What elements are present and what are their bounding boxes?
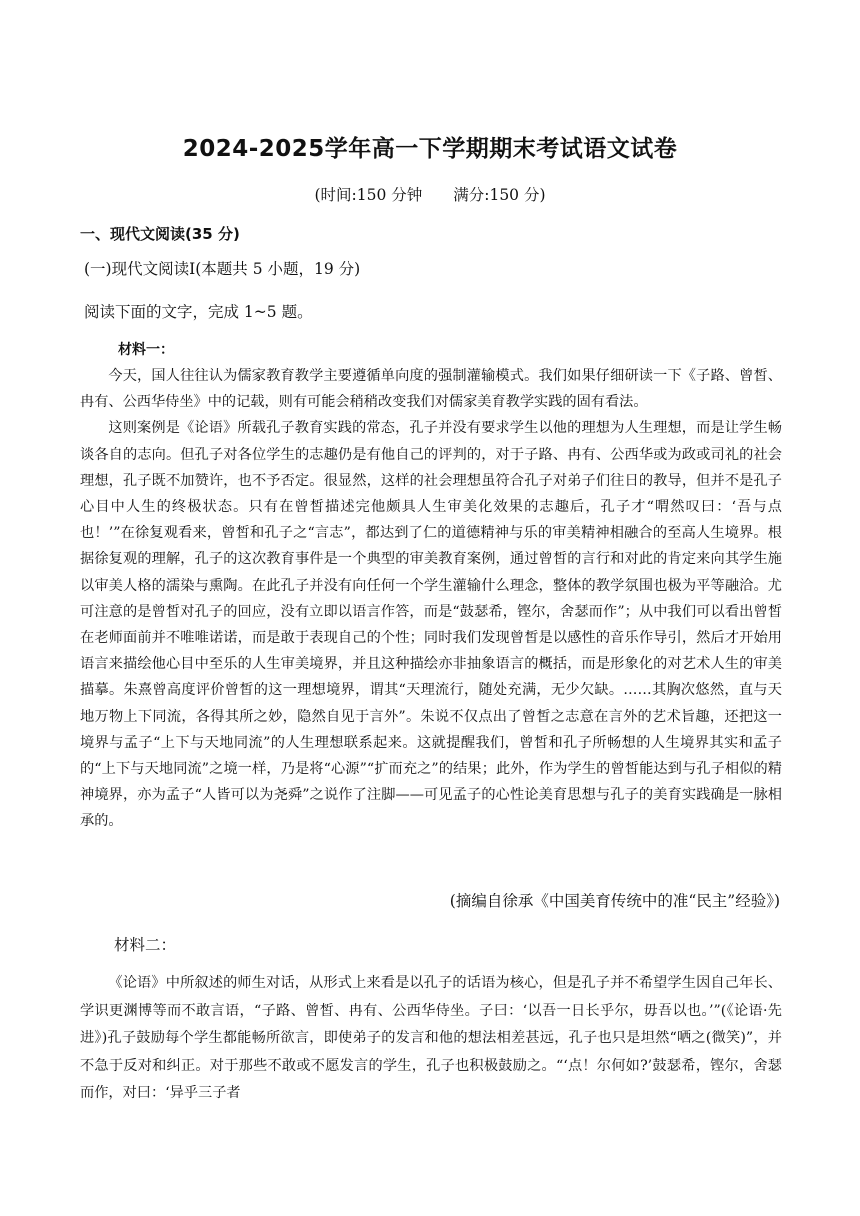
material-one-source: (摘编自徐承《中国美育传统中的准“民主”经验》): [449, 892, 780, 910]
material-one-text: [80, 363, 782, 835]
reading-instruction: 阅读下面的文字，完成 1~5 题。: [84, 303, 313, 321]
material-two-label: 材料二：: [114, 936, 177, 954]
subsection-heading: (一)现代文阅读Ⅰ(本题共 5 小题，19 分): [84, 260, 361, 278]
material-one-paragraph: 今天，国人往往认为儒家教育教学主要遵循单向度的强制灌输模式。我们如果仔细研读一下《子路、曾皙、冉有、公西华侍坐》中的记载，则有可能会稍稍改变我们对儒家美育教学实践的固有看法。: [80, 368, 782, 411]
material-two-text: [80, 970, 782, 1108]
material-one-paragraph: 这则案例是《论语》所载孔子教育实践的常态，孔子并没有要求学生以他的理想为人生理想，而是让学生畅谈各自的志向。但孔子对各位学生的志趣仍是有他自己的评判的，对于子路、冉有、公西华或为政或司礼的社会理想，孔子既不加赞许，也不予否定。很显然，这样的社会理想虽符合孔子对弟子们往日的教导，但并不是孔子心目中人生的终极状态。只有在曾皙描述完他颇具人生审美化效果的志趣后，孔子才“喟然叹曰：‘吾与点也！’”在徐复观看来，曾皙和孔子之“言志”，都达到了仁的道德精神与乐的审美精神相融合的至高人生境界。根据徐复观的理解，孔子的这次教育事件是一个典型的审美教育案例，通过曾皙的言行和对此的肯定来向其学生施以审美人格的濡染与熏陶。在此孔子并没有向任何一个学生灌输什么理念，整体的教学氛围也极为平等融洽。尤可注意的是曾皙对孔子的回应，没有立即以语言作答，而是“鼓瑟希，铿尔，舍瑟而作”；从中我们可以看出曾皙在老师面前并不唯唯诺诺，而是敢于表现自己的个性；同时我们发现曾皙是以感性的音乐作导引，然后才开始用语言来描绘他心目中至乐的人生审美境界，并且这种描绘亦非抽象语言的概括，而是形象化的对艺术人生的审美描摹。朱熹曾高度评价曾皙的这一理想境界，谓其“天理流行，随处充满，无少欠缺。……其胸次悠然，直与天地万物上下同流，各得其所之妙，隐然自见于言外”。朱说不仅点出了曾皙之志意在言外的艺术旨趣，还把这一境界与孟子“上下与天地同流”的人生理想联系起来。这就提醒我们，曾皙和孔子所畅想的人生境界其实和孟子的“上下与天地同流”之境一样，乃是将“心源”“扩而充之”的结果；此外，作为学生的曾皙能达到与孔子相似的精神境界，亦为孟子“人皆可以为尧舜”之说作了注脚——可见孟子的心性论美育思想与孔子的美育实践确是一脉相承的。: [80, 420, 782, 830]
exam-time-score: (时间:150 分钟 满分:150 分): [314, 186, 546, 204]
exam-title: 2024-2025学年高一下学期期末考试语文试卷: [182, 136, 678, 162]
section-heading: 一、现代文阅读(35 分): [80, 225, 240, 243]
material-two-paragraph: 《论语》中所叙述的师生对话，从形式上来看是以孔子的话语为核心，但是孔子并不希望学生因自己年长、学识更渊博等而不敢言语，“子路、曾皙、冉有、公西华侍坐。子曰：‘以吾一日长乎尔，毋吾以也。’”(《论语·先进》)孔子鼓励每个学生都能畅所欲言，即使弟子的发言和他的想法相差甚远，孔子也只是坦然“哂之(微笑)”，并不急于反对和纠正。对于那些不敢或不愿发言的学生，孔子也积极鼓励之。“‘点！尔何如?’鼓瑟希，铿尔，舍瑟而作，对曰：‘异乎三子者: [80, 975, 782, 1101]
material-one-label: 材料一：: [118, 342, 174, 358]
